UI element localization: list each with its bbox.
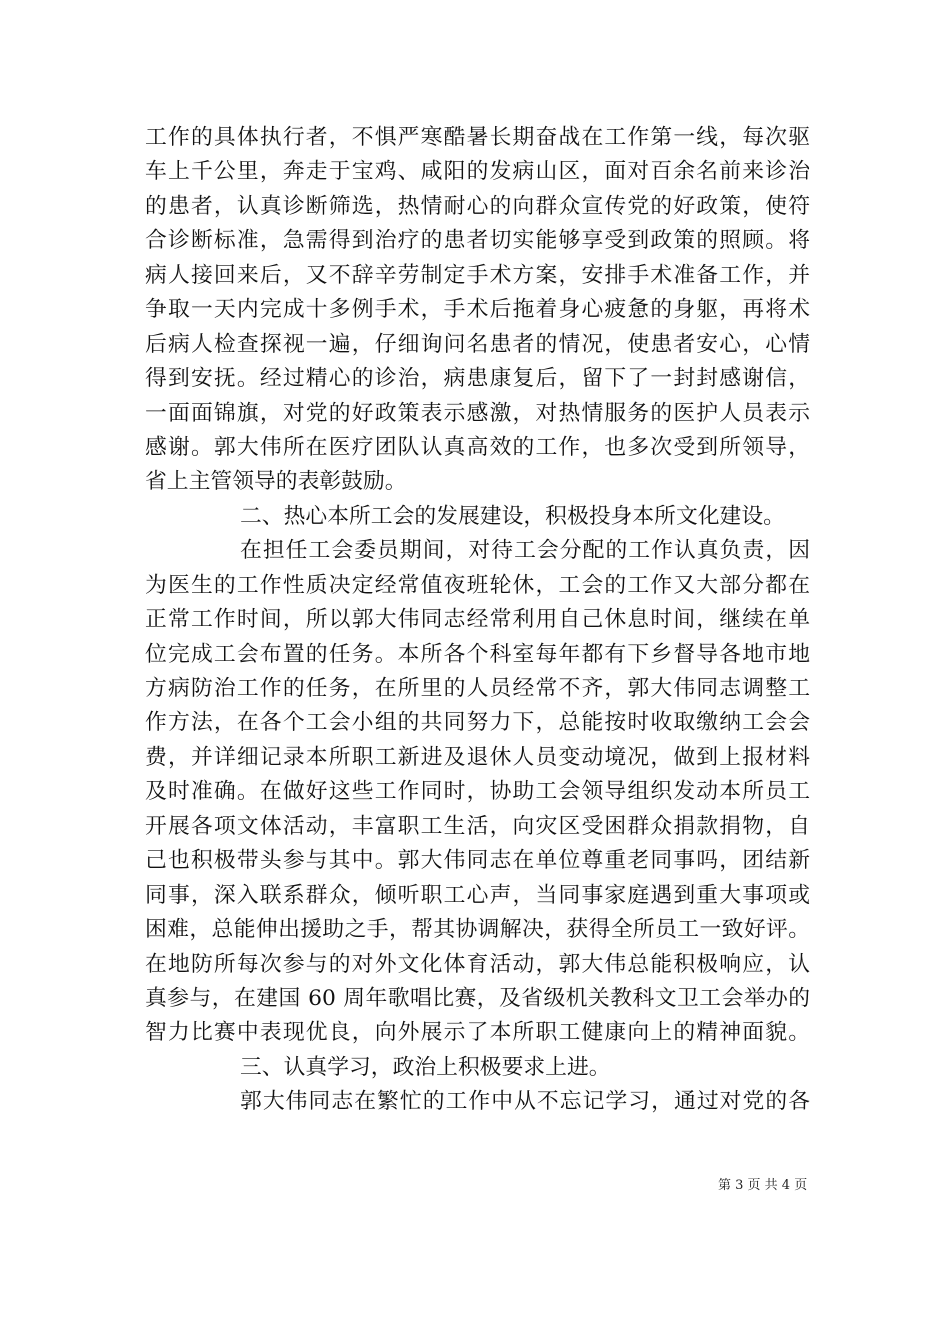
page-footer: 第 3 页 共 4 页 <box>718 1178 808 1193</box>
text-line: 合诊断标准，急需得到治疗的患者切实能够享受到政策的照顾。将 <box>145 228 810 254</box>
text-line: 位完成工会布置的任务。本所各个科室每年都有下乡督导各地市地 <box>145 641 810 667</box>
text-line: 费，并详细记录本所职工新进及退休人员变动境况，做到上报材料 <box>145 744 810 770</box>
text-line: 开展各项文体活动，丰富职工生活，向灾区受困群众捐款捐物，自 <box>145 813 810 839</box>
text-line: 作方法，在各个工会小组的共同努力下，总能按时收取缴纳工会会 <box>145 710 810 736</box>
text-line: 同事，深入联系群众，倾听职工心声，当同事家庭遇到重大事项或 <box>145 882 810 908</box>
text-line: 真参与，在建国 60 周年歌唱比赛，及省级机关教科文卫工会举办的 <box>145 985 810 1011</box>
text-line: 争取一天内完成十多例手术，手术后拖着身心疲惫的身躯，再将术 <box>145 297 810 323</box>
text-line: 在地防所每次参与的对外文化体育活动，郭大伟总能积极响应，认 <box>145 951 810 977</box>
text-line: 病人接回来后，又不辞辛劳制定手术方案，安排手术准备工作，并 <box>145 262 810 288</box>
text-line: 方病防治工作的任务，在所里的人员经常不齐，郭大伟同志调整工 <box>145 676 810 701</box>
text-line: 正常工作时间，所以郭大伟同志经常利用自己休息时间，继续在单 <box>145 607 810 633</box>
text-line: 三、认真学习，政治上积极要求上进。 <box>240 1054 611 1080</box>
text-line: 困难，总能伸出援助之手，帮其协调解决，获得全所员工一致好评。 <box>145 917 810 943</box>
text-line: 己也积极带头参与其中。郭大伟同志在单位尊重老同事吗，团结新 <box>145 848 810 874</box>
text-line: 工作的具体执行者，不惧严寒酷暑长期奋战在工作第一线，每次驱 <box>145 125 810 150</box>
text-line: 省上主管领导的表彰鼓励。 <box>145 469 407 495</box>
text-line: 二、热心本所工会的发展建设，积极投身本所文化建设。 <box>240 503 785 529</box>
text-line: 车上千公里，奔走于宝鸡、咸阳的发病山区，面对百余名前来诊治 <box>145 159 810 185</box>
text-line: 郭大伟同志在繁忙的工作中从不忘记学习，通过对党的各 <box>240 1089 810 1115</box>
text-line: 为医生的工作性质决定经常值夜班轮休，工会的工作又大部分都在 <box>145 572 810 598</box>
text-line: 在担任工会委员期间，对待工会分配的工作认真负责，因 <box>240 538 810 564</box>
text-line: 得到安抚。经过精心的诊治，病患康复后，留下了一封封感谢信， <box>145 366 810 392</box>
text-line: 的患者，认真诊断筛选，热情耐心的向群众宣传党的好政策，使符 <box>145 193 810 219</box>
text-line: 感谢。郭大伟所在医疗团队认真高效的工作，也多次受到所领导， <box>145 434 810 460</box>
document-body <box>145 121 810 1120</box>
text-line: 及时准确。在做好这些工作同时，协助工会领导组织发动本所员工 <box>145 779 810 805</box>
text-line: 一面面锦旗，对党的好政策表示感激，对热情服务的医护人员表示 <box>145 400 810 426</box>
text-line: 智力比赛中表现优良，向外展示了本所职工健康向上的精神面貌。 <box>145 1020 810 1046</box>
text-line: 后病人检查探视一遍，仔细询问名患者的情况，使患者安心，心情 <box>145 331 810 357</box>
